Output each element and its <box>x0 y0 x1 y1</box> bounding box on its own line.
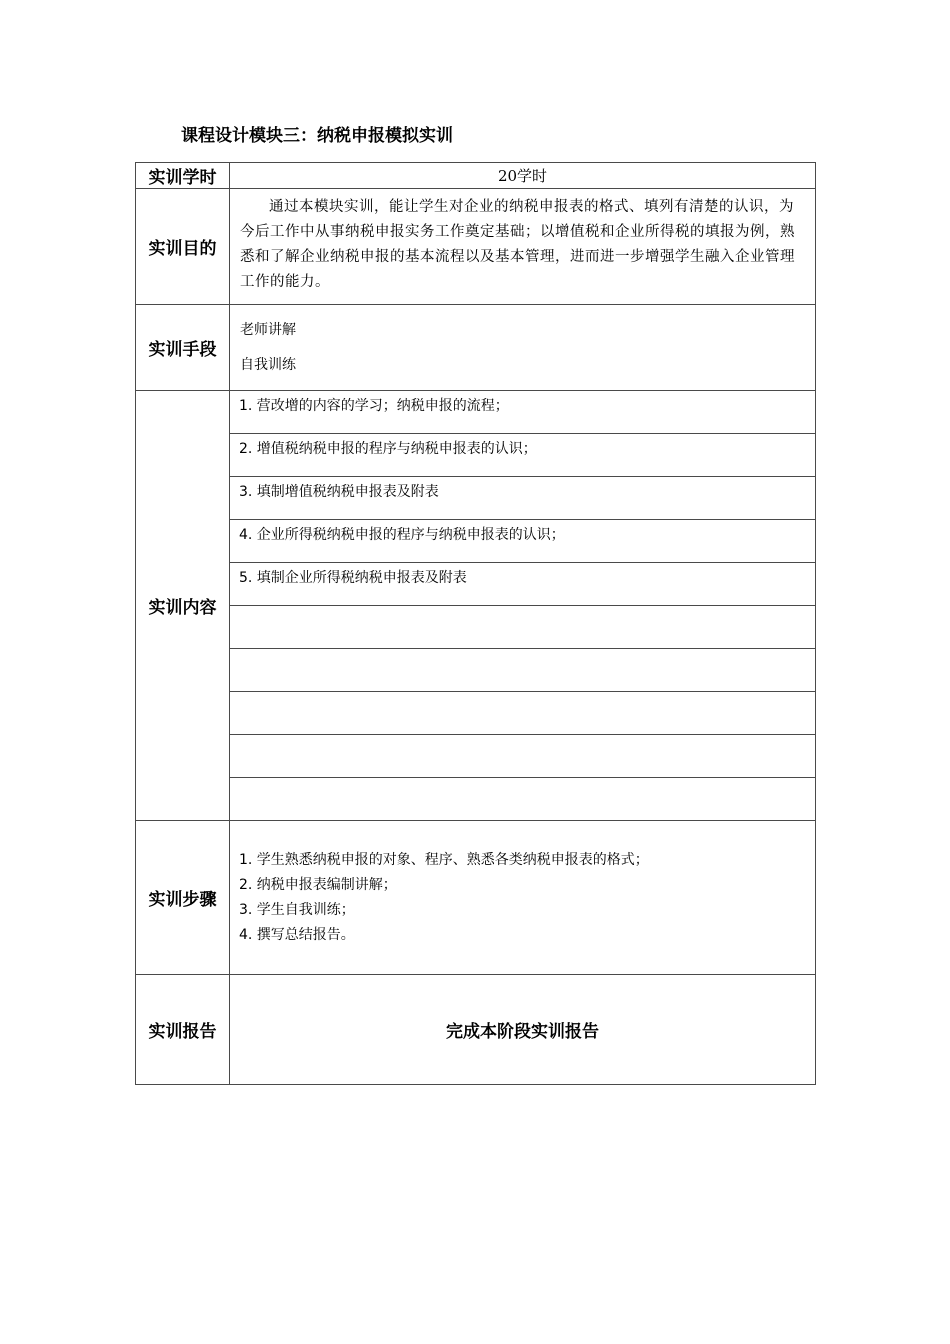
step-item: 2. 纳税申报表编制讲解； <box>239 876 397 893</box>
hours-row <box>136 163 816 189</box>
means-item: 自我训练 <box>240 357 296 373</box>
content-row <box>136 434 816 477</box>
step-item: 3. 学生自我训练； <box>239 901 355 918</box>
content-item: 3. 填制增值税纳税申报表及附表 <box>230 477 816 520</box>
content-item-empty <box>230 606 816 649</box>
purpose-row <box>136 189 816 305</box>
content-row <box>136 391 816 434</box>
content-label: 实训内容 <box>136 391 230 821</box>
steps-label: 实训步骤 <box>136 821 230 975</box>
report-label: 实训报告 <box>136 975 230 1085</box>
content-item-empty <box>230 649 816 692</box>
content-item-empty <box>230 692 816 735</box>
content-row <box>136 649 816 692</box>
content-row <box>136 477 816 520</box>
content-item: 1. 营改增的内容的学习；纳税申报的流程； <box>230 391 816 434</box>
content-row <box>136 778 816 821</box>
content-row <box>136 563 816 606</box>
content-row <box>136 735 816 778</box>
content-item-empty <box>230 735 816 778</box>
content-row <box>136 692 816 735</box>
means-label: 实训手段 <box>136 305 230 391</box>
hours-label: 实训学时 <box>136 163 230 189</box>
means-item: 老师讲解 <box>240 322 296 338</box>
content-row <box>136 520 816 563</box>
purpose-text: 通过本模块实训，能让学生对企业的纳税申报表的格式、填列有清楚的认识，为今后工作中从事纳税申报实务工作奠定基础；以增值税和企业所得税的填报为例，熟悉和了解企业纳税申报的基本流程以及基本管理，进而进一步增强学生融入企业管理工作的能力。 <box>230 189 816 305</box>
content-item: 4. 企业所得税纳税申报的程序与纳税申报表的认识； <box>230 520 816 563</box>
content-item-empty <box>230 778 816 821</box>
means-row <box>136 305 816 391</box>
steps-row <box>136 821 816 975</box>
report-row <box>136 975 816 1085</box>
content-row <box>136 606 816 649</box>
step-item: 1. 学生熟悉纳税申报的对象、程序、熟悉各类纳税申报表的格式； <box>239 851 649 868</box>
document-title: 课程设计模块三：纳税申报模拟实训 <box>181 126 453 146</box>
step-item: 4. 撰写总结报告。 <box>239 926 355 943</box>
means-cell <box>230 305 816 391</box>
content-item: 5. 填制企业所得税纳税申报表及附表 <box>230 563 816 606</box>
purpose-label: 实训目的 <box>136 189 230 305</box>
content-item: 2. 增值税纳税申报的程序与纳税申报表的认识； <box>230 434 816 477</box>
training-plan-table <box>135 162 816 1085</box>
steps-cell <box>230 821 816 975</box>
hours-value: 20学时 <box>230 163 816 189</box>
report-text: 完成本阶段实训报告 <box>230 975 816 1085</box>
